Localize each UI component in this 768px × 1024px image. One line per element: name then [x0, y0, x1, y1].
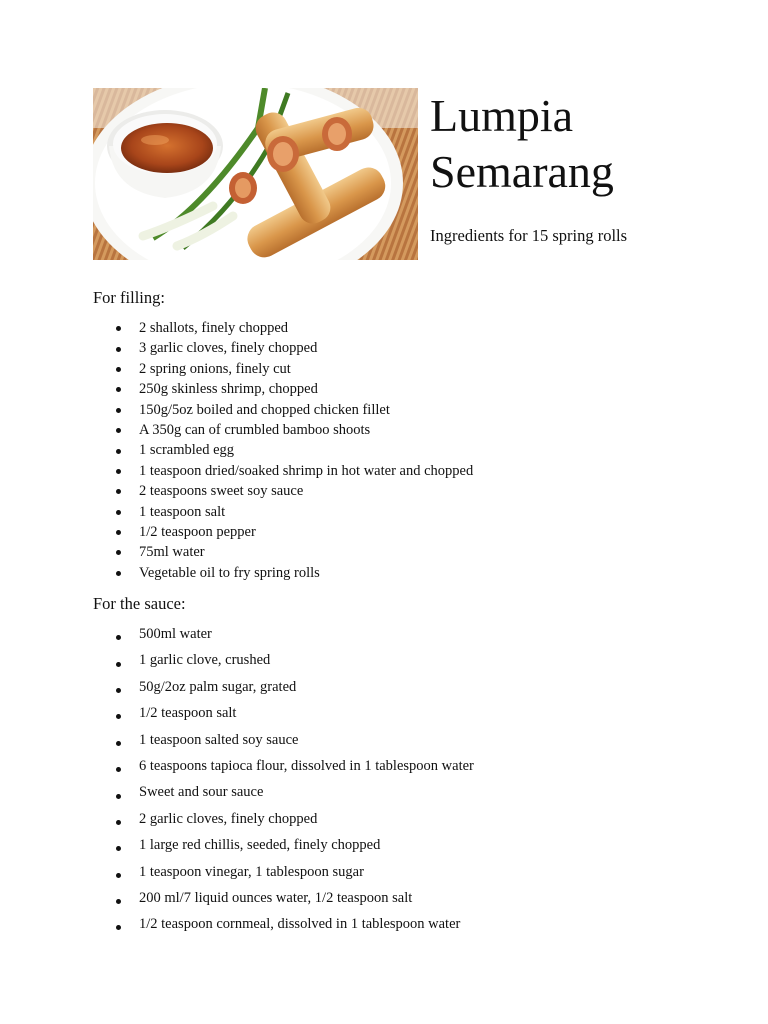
sauce-ingredient-list	[93, 624, 474, 941]
list-item: 1/2 teaspoon pepper	[93, 522, 473, 542]
list-item: 1 garlic clove, crushed	[93, 650, 474, 676]
list-item: 2 shallots, finely chopped	[93, 318, 473, 338]
list-item: Vegetable oil to fry spring rolls	[93, 563, 473, 583]
list-item: 1 large red chillis, seeded, finely chopped	[93, 835, 474, 861]
list-item: 250g skinless shrimp, chopped	[93, 379, 473, 399]
list-item: 2 garlic cloves, finely chopped	[93, 809, 474, 835]
list-item: 3 garlic cloves, finely chopped	[93, 338, 473, 358]
list-item: 1 scrambled egg	[93, 440, 473, 460]
sauce-heading: For the sauce:	[93, 594, 186, 613]
list-item: 1 teaspoon salt	[93, 502, 473, 522]
list-item: 1 teaspoon dried/soaked shrimp in hot water and chopped	[93, 461, 473, 481]
filling-heading: For filling:	[93, 288, 165, 307]
page-title: Lumpia Semarang	[430, 90, 614, 197]
list-item: 6 teaspoons tapioca flour, dissolved in 1 tablespoon water	[93, 756, 474, 782]
list-item: 2 spring onions, finely cut	[93, 359, 473, 379]
spring-rolls-photo	[93, 88, 418, 260]
filling-ingredient-list	[93, 318, 473, 583]
list-item: 1/2 teaspoon salt	[93, 703, 474, 729]
list-item: 200 ml/7 liquid ounces water, 1/2 teaspoon salt	[93, 888, 474, 914]
list-item: 1/2 teaspoon cornmeal, dissolved in 1 tablespoon water	[93, 914, 474, 940]
list-item: A 350g can of crumbled bamboo shoots	[93, 420, 473, 440]
list-item: 50g/2oz palm sugar, grated	[93, 677, 474, 703]
list-item: 150g/5oz boiled and chopped chicken fillet	[93, 400, 473, 420]
list-item: 500ml water	[93, 624, 474, 650]
list-item: 2 teaspoons sweet soy sauce	[93, 481, 473, 501]
list-item: 75ml water	[93, 542, 473, 562]
list-item: Sweet and sour sauce	[93, 782, 474, 808]
list-item: 1 teaspoon vinegar, 1 tablespoon sugar	[93, 862, 474, 888]
servings-subtitle: Ingredients for 15 spring rolls	[430, 226, 628, 245]
list-item: 1 teaspoon salted soy sauce	[93, 730, 474, 756]
